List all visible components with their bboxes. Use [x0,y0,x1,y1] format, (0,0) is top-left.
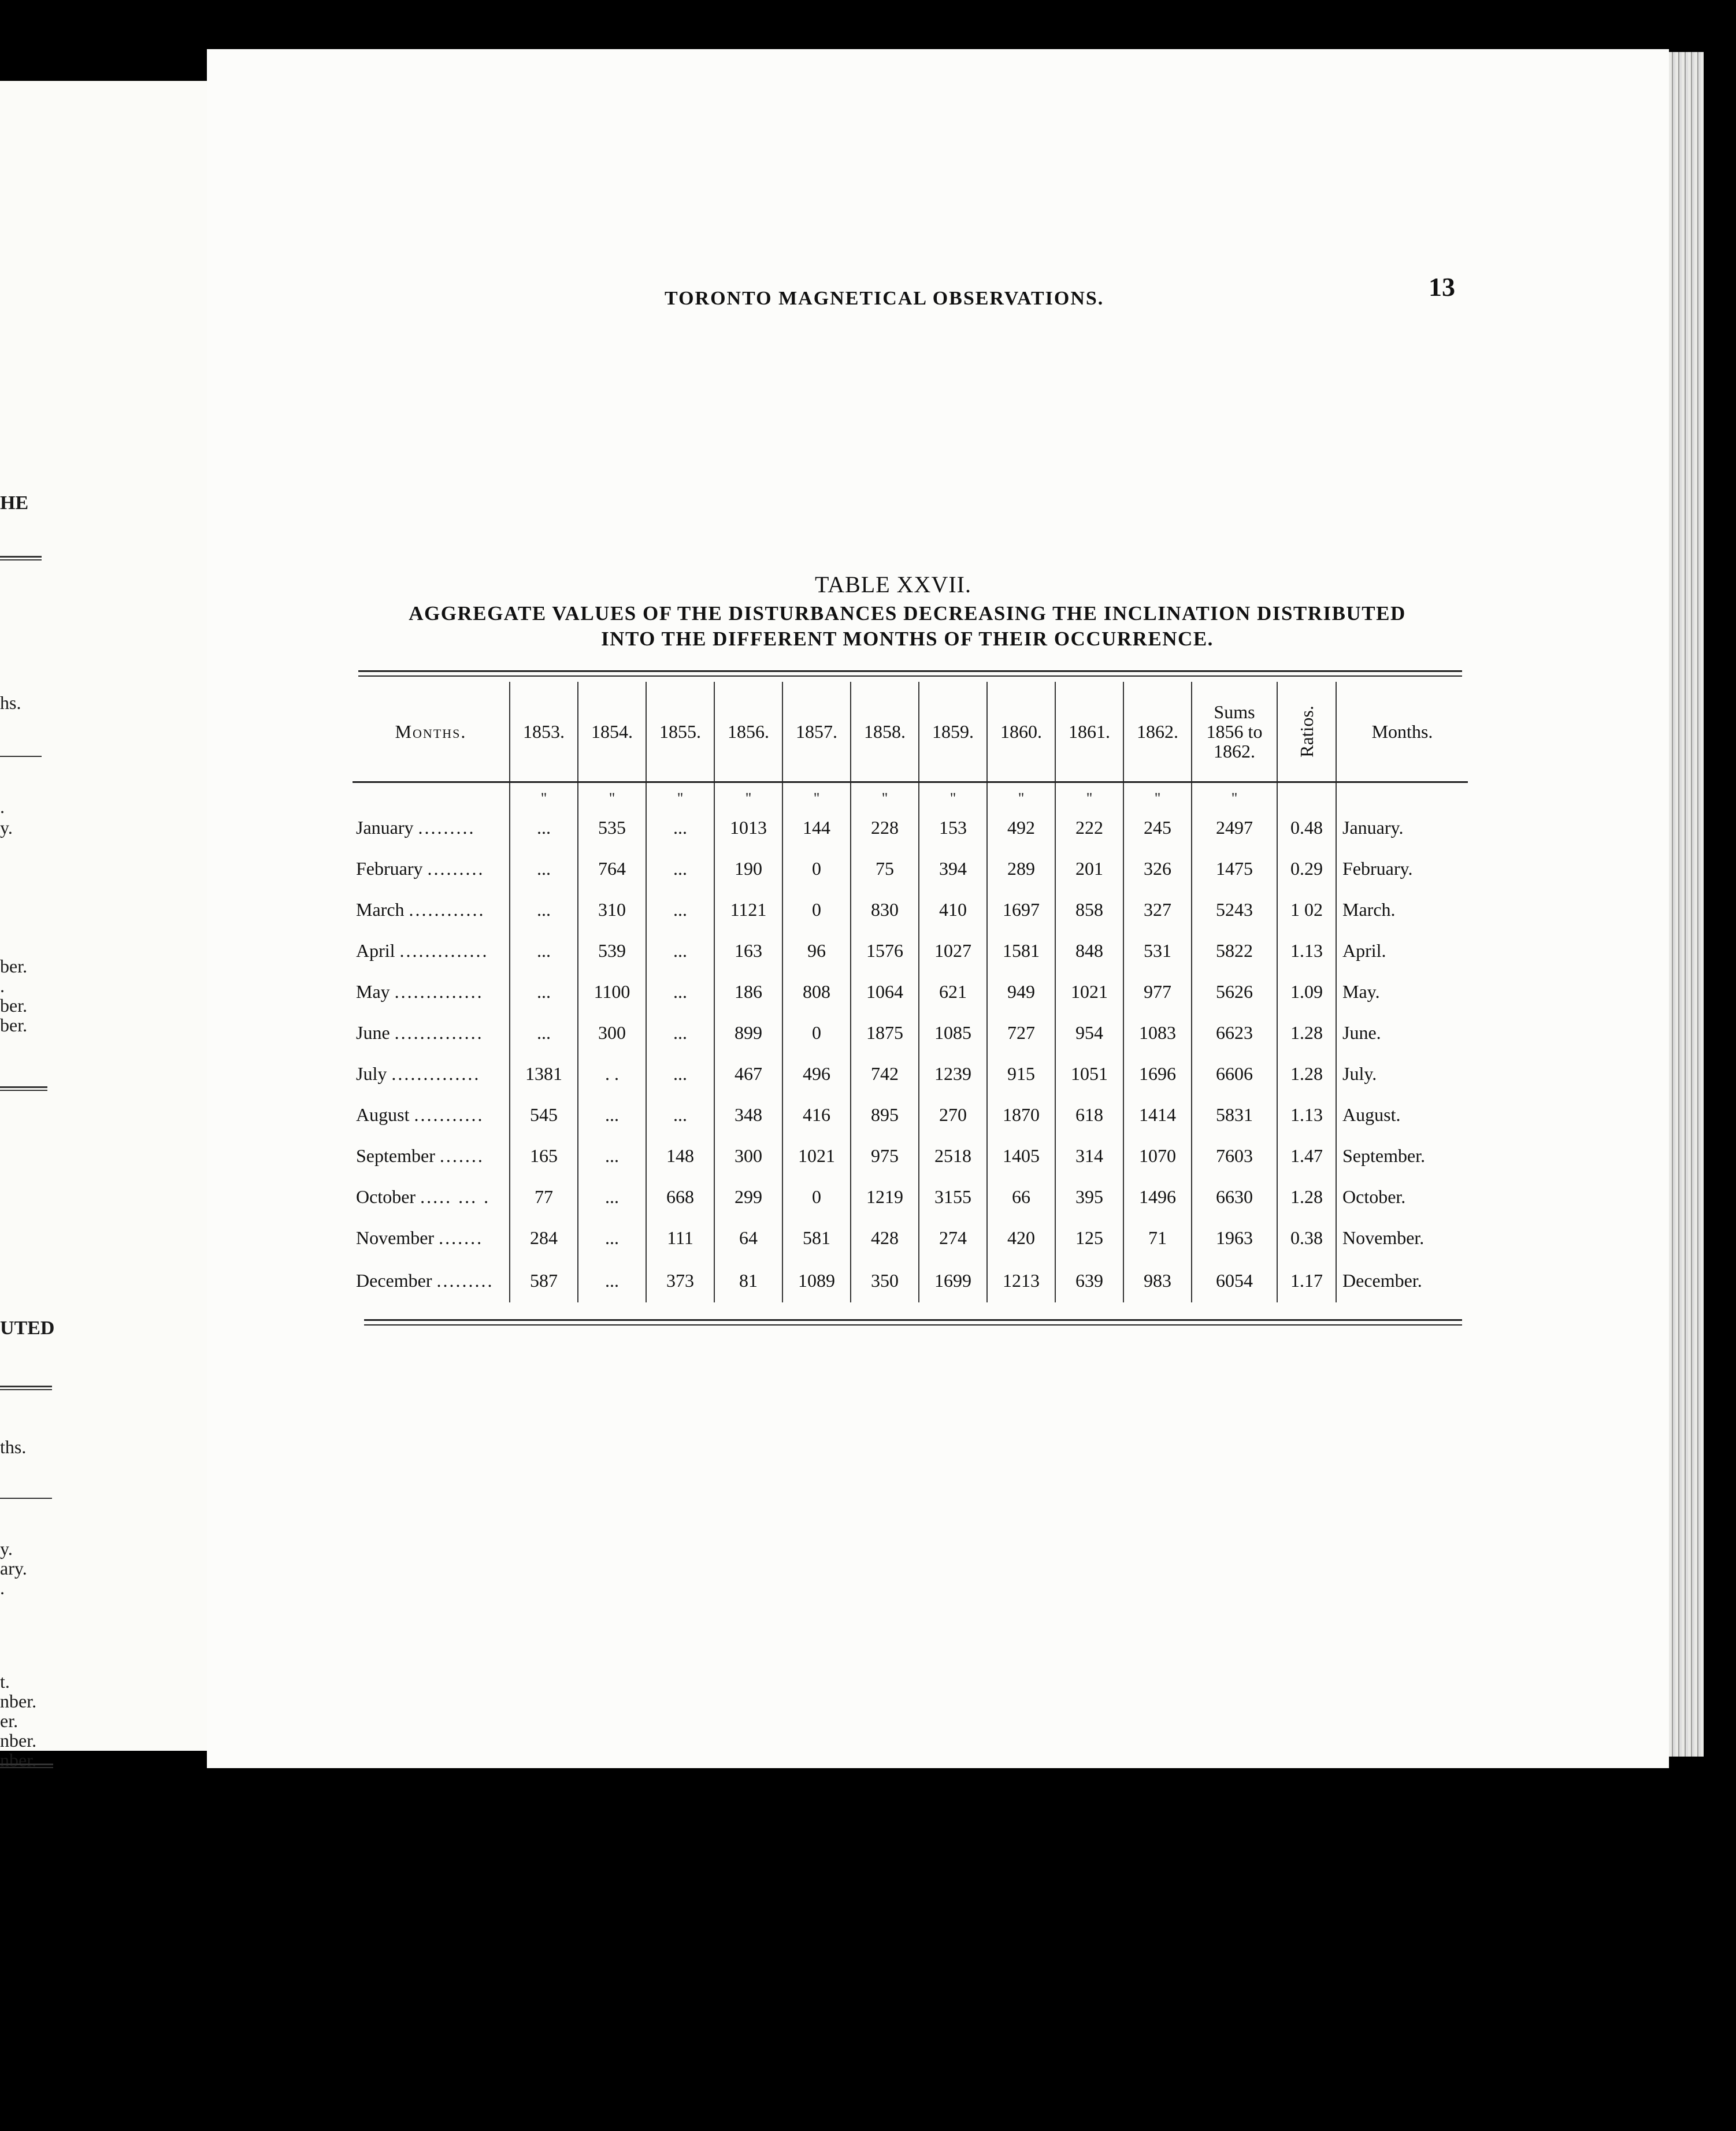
table-cell: 954 [1055,1012,1123,1053]
month-label [353,1135,510,1176]
table-cell: 581 [782,1217,851,1258]
table-cell: 75 [851,848,919,889]
table-cell: 148 [646,1135,714,1176]
table-row [353,807,1468,848]
leader-dots: .............. [391,1063,481,1084]
month-name: November [356,1227,435,1248]
table-cell: ... [646,1053,714,1094]
column-header: 1853. [510,682,578,782]
month-name: June [356,1022,390,1043]
table-cell: 545 [510,1094,578,1135]
table-cell: 3155 [919,1176,987,1217]
table-cell: 975 [851,1135,919,1176]
table-cell: 467 [714,1053,782,1094]
table-cell: 808 [782,971,851,1012]
table-cell: 314 [1055,1135,1123,1176]
month-label [353,1053,510,1094]
table-cell: 284 [510,1217,578,1258]
table-cell: 1121 [714,889,782,930]
table-cell: 1.17 [1277,1258,1336,1302]
table-cell: 222 [1055,807,1123,848]
table-cell: ... [578,1135,646,1176]
facing-page-rule [0,1086,47,1091]
column-header: 1859. [919,682,987,782]
facing-page-fragment: . [0,1577,5,1598]
month-label [353,1217,510,1258]
table-cell: 6623 [1192,1012,1277,1053]
table-cell: 5831 [1192,1094,1277,1135]
header-row [353,682,1468,782]
table-cell: 0.38 [1277,1217,1336,1258]
table-cell: 0.48 [1277,807,1336,848]
caption-line: AGGREGATE VALUES OF THE DISTURBANCES DECREASING THE INCLINATION DISTRIBUTED [409,602,1406,625]
column-header: 1857. [782,682,851,782]
unit-mark: " [1055,782,1123,808]
column-header: Months. [1336,682,1468,782]
table-cell: 125 [1055,1217,1123,1258]
table-cell: 1 02 [1277,889,1336,930]
table-cell: 245 [1123,807,1192,848]
facing-page-rule [0,1386,52,1390]
table-cell: 1475 [1192,848,1277,889]
unit-mark: " [646,782,714,808]
column-header [1277,682,1336,782]
month-name: April [356,940,395,961]
facing-page-fragment: ber. [0,956,28,977]
table-cell: 587 [510,1258,578,1302]
table-row [353,1217,1468,1258]
table-cell: 1.47 [1277,1135,1336,1176]
table-cell: 270 [919,1094,987,1135]
month-label-right: May. [1336,971,1468,1012]
leader-dots: ....... [439,1145,484,1166]
table-cell: 1963 [1192,1217,1277,1258]
table-cell: 727 [987,1012,1055,1053]
unit-mark: " [919,782,987,808]
unit-mark [1336,782,1468,808]
table-cell: 348 [714,1094,782,1135]
month-label [353,971,510,1012]
table-cell: 77 [510,1176,578,1217]
table-cell: 1070 [1123,1135,1192,1176]
month-label-right: August. [1336,1094,1468,1135]
column-header: 1860. [987,682,1055,782]
table-cell: ... [578,1258,646,1302]
facing-page [0,81,222,1770]
table-cell: 416 [782,1094,851,1135]
table-cell: 300 [714,1135,782,1176]
month-name: May [356,981,390,1002]
month-name: March [356,899,405,920]
facing-page-fragment: er. [0,1710,18,1731]
table-cell: ... [646,807,714,848]
table-cell: 81 [714,1258,782,1302]
table-cell: 201 [1055,848,1123,889]
table-cell: 1696 [1123,1053,1192,1094]
table-cell: 1021 [1055,971,1123,1012]
table-cell: 64 [714,1217,782,1258]
month-name: August [356,1104,410,1125]
column-header: 1861. [1055,682,1123,782]
month-label-right: February. [1336,848,1468,889]
table-cell: ... [646,1012,714,1053]
table-cell: 858 [1055,889,1123,930]
table-cell: 0 [782,1012,851,1053]
month-label-right: June. [1336,1012,1468,1053]
month-label [353,1012,510,1053]
month-name: January [356,817,414,838]
unit-mark: " [1192,782,1277,808]
table-cell: 1381 [510,1053,578,1094]
month-label-right: March. [1336,889,1468,930]
table-cell: 163 [714,930,782,971]
unit-mark: " [714,782,782,808]
facing-page-fragment: . [0,975,5,996]
table-cell: ... [510,971,578,1012]
table-cell: 153 [919,807,987,848]
month-name: February [356,858,423,879]
table-cell: ... [646,848,714,889]
table-row [353,1258,1468,1302]
table-cell: 326 [1123,848,1192,889]
table-cell: 0 [782,1176,851,1217]
unit-mark: " [851,782,919,808]
table-cell: 1699 [919,1258,987,1302]
table-cell: 1021 [782,1135,851,1176]
table-cell: 111 [646,1217,714,1258]
table-row [353,889,1468,930]
table-cell: 6054 [1192,1258,1277,1302]
table-cell: 535 [578,807,646,848]
table-cell: 742 [851,1053,919,1094]
table-cell: 949 [987,971,1055,1012]
facing-page-rule [0,1764,53,1768]
unit-mark: " [578,782,646,808]
table-cell: 350 [851,1258,919,1302]
table-cell: ... [646,971,714,1012]
table-cell: 373 [646,1258,714,1302]
table-cell: 1405 [987,1135,1055,1176]
month-name: October [356,1186,416,1207]
table-row [353,930,1468,971]
table-cell: 144 [782,807,851,848]
table-cell: 299 [714,1176,782,1217]
table-cell: 1083 [1123,1012,1192,1053]
table-cell: 327 [1123,889,1192,930]
month-label-right: November. [1336,1217,1468,1258]
leader-dots: ............ [409,899,485,920]
table-cell: 6606 [1192,1053,1277,1094]
table-cell: 496 [782,1053,851,1094]
table-cell: ... [510,807,578,848]
column-header: 1854. [578,682,646,782]
month-label-right: December. [1336,1258,1468,1302]
table-cell: 1100 [578,971,646,1012]
unit-mark [353,782,510,808]
table-cell: 0 [782,848,851,889]
leader-dots: ....... [439,1227,484,1248]
column-header: Months. [353,682,510,782]
table-cell: 1.13 [1277,930,1336,971]
table-cell: 1013 [714,807,782,848]
table-cell: 1085 [919,1012,987,1053]
table-cell: ... [578,1176,646,1217]
table-cell: 539 [578,930,646,971]
table-cell: 420 [987,1217,1055,1258]
table-cell: 1875 [851,1012,919,1053]
table-cell: 1027 [919,930,987,971]
table-cell: 66 [987,1176,1055,1217]
table-cell: 410 [919,889,987,930]
month-label [353,889,510,930]
table-cell: 5626 [1192,971,1277,1012]
table-row [353,1012,1468,1053]
units-row [353,782,1468,808]
table-cell: 1576 [851,930,919,971]
month-label [353,930,510,971]
ratios-label: Ratios. [1296,706,1317,758]
column-header: 1855. [646,682,714,782]
facing-page-fragment: HE [0,492,29,514]
table-cell: 1697 [987,889,1055,930]
leader-dots: ......... [427,858,485,879]
table-cell: ... [646,889,714,930]
month-label-right: July. [1336,1053,1468,1094]
table-cell: 915 [987,1053,1055,1094]
leader-dots: ......... [436,1269,494,1291]
table-row [353,1176,1468,1217]
unit-mark: " [987,782,1055,808]
table-cell: ... [646,930,714,971]
facing-page-rule [0,1498,52,1499]
table-cell: ... [510,930,578,971]
table-cell: 300 [578,1012,646,1053]
table-cell: 1051 [1055,1053,1123,1094]
table-cell: 1.28 [1277,1053,1336,1094]
facing-page-fragment: t. [0,1671,10,1692]
table-cell: 531 [1123,930,1192,971]
table-top-rule [358,670,1462,677]
table-cell: 848 [1055,930,1123,971]
table-cell: 1239 [919,1053,987,1094]
month-name: September [356,1145,435,1166]
table-cell: 621 [919,971,987,1012]
month-label [353,1258,510,1302]
table-cell: 639 [1055,1258,1123,1302]
table-cell: 2518 [919,1135,987,1176]
unit-mark: " [1123,782,1192,808]
table-cell: 310 [578,889,646,930]
month-label-right: October. [1336,1176,1468,1217]
table-number: TABLE XXVII. [815,571,971,597]
caption-line: INTO THE DIFFERENT MONTHS OF THEIR OCCURRENCE. [601,628,1214,650]
unit-mark: " [782,782,851,808]
table-cell: ... [510,889,578,930]
table-row [353,1094,1468,1135]
month-name: December [356,1269,432,1291]
facing-page-fragment: ber. [0,995,28,1016]
table-cell: 1.13 [1277,1094,1336,1135]
facing-page-fragment: UTED [0,1317,55,1339]
table-cell: 668 [646,1176,714,1217]
table-bottom-rule [364,1319,1462,1326]
table-cell: 2497 [1192,807,1277,848]
table-row [353,971,1468,1012]
table-cell: ... [578,1094,646,1135]
table-cell: 492 [987,807,1055,848]
facing-page-fragment: y. [0,1538,13,1559]
table-cell: 1064 [851,971,919,1012]
table-cell: 1213 [987,1258,1055,1302]
table-cell: 186 [714,971,782,1012]
table-cell: 1.28 [1277,1176,1336,1217]
unit-mark: " [510,782,578,808]
table-cell: 1496 [1123,1176,1192,1217]
table-cell: ... [510,1012,578,1053]
table-cell: 0.29 [1277,848,1336,889]
table-cell: 6630 [1192,1176,1277,1217]
page-number: 13 [1429,272,1455,302]
table-cell: 395 [1055,1176,1123,1217]
facing-page-fragment: ber. [0,1015,28,1035]
month-label [353,807,510,848]
table-row [353,1135,1468,1176]
table-cell: 0 [782,889,851,930]
month-label-right: September. [1336,1135,1468,1176]
table-cell: 764 [578,848,646,889]
facing-page-fragment: . [0,796,5,817]
table-cell: 895 [851,1094,919,1135]
facing-page-fragment: nber. [0,1750,37,1770]
table-cell: ... [510,848,578,889]
table-cell: 1.09 [1277,971,1336,1012]
table-row [353,1053,1468,1094]
facing-page-rule [0,756,42,757]
table-cell: 5243 [1192,889,1277,930]
month-name: July [356,1063,387,1084]
running-head: TORONTO MAGNETICAL OBSERVATIONS. [665,288,1104,309]
facing-page-fragment: y. [0,817,13,838]
table-cell: 618 [1055,1094,1123,1135]
column-header: 1862. [1123,682,1192,782]
table-cell: 1581 [987,930,1055,971]
table-cell: 1089 [782,1258,851,1302]
facing-page-fragment: ths. [0,1436,27,1457]
table-row [353,848,1468,889]
table-cell: 274 [919,1217,987,1258]
disturbance-table [353,682,1468,1302]
table-cell: 190 [714,848,782,889]
column-header: 1858. [851,682,919,782]
column-header: 1856. [714,682,782,782]
facing-page-rule [0,556,42,560]
table-cell: 165 [510,1135,578,1176]
facing-page-fragment: ary. [0,1558,27,1579]
table-cell: 899 [714,1012,782,1053]
table-cell: . . [578,1053,646,1094]
table-cell: 5822 [1192,930,1277,971]
facing-page-fragment: nber. [0,1691,37,1712]
table-cell: ... [578,1217,646,1258]
table-cell: 1414 [1123,1094,1192,1135]
month-label-right: April. [1336,930,1468,971]
table-cell: 394 [919,848,987,889]
month-label [353,848,510,889]
table-cell: 1219 [851,1176,919,1217]
table-cell: 983 [1123,1258,1192,1302]
facing-page-fragment: nber. [0,1730,37,1751]
table-cell: 428 [851,1217,919,1258]
table-cell: 71 [1123,1217,1192,1258]
leader-dots: .............. [394,1022,484,1043]
table-cell: ... [646,1094,714,1135]
table-cell: 228 [851,807,919,848]
table-cell: 1.28 [1277,1012,1336,1053]
leader-dots: ......... [418,817,476,838]
facing-page-fragment: hs. [0,692,21,713]
table-cell: 977 [1123,971,1192,1012]
table-caption [358,601,1456,652]
month-label [353,1094,510,1135]
unit-mark [1277,782,1336,808]
table-cell: 7603 [1192,1135,1277,1176]
month-label-right: January. [1336,807,1468,848]
month-label [353,1176,510,1217]
leader-dots: ..... ... . [420,1186,491,1207]
table-cell: 289 [987,848,1055,889]
leader-dots: .............. [399,940,489,961]
table-cell: 96 [782,930,851,971]
page-edges [1669,52,1704,1757]
table-cell: 1870 [987,1094,1055,1135]
table-cell: 830 [851,889,919,930]
leader-dots: .............. [394,981,484,1002]
leader-dots: ........... [414,1104,484,1125]
column-header: Sums 1856 to 1862. [1192,682,1277,782]
